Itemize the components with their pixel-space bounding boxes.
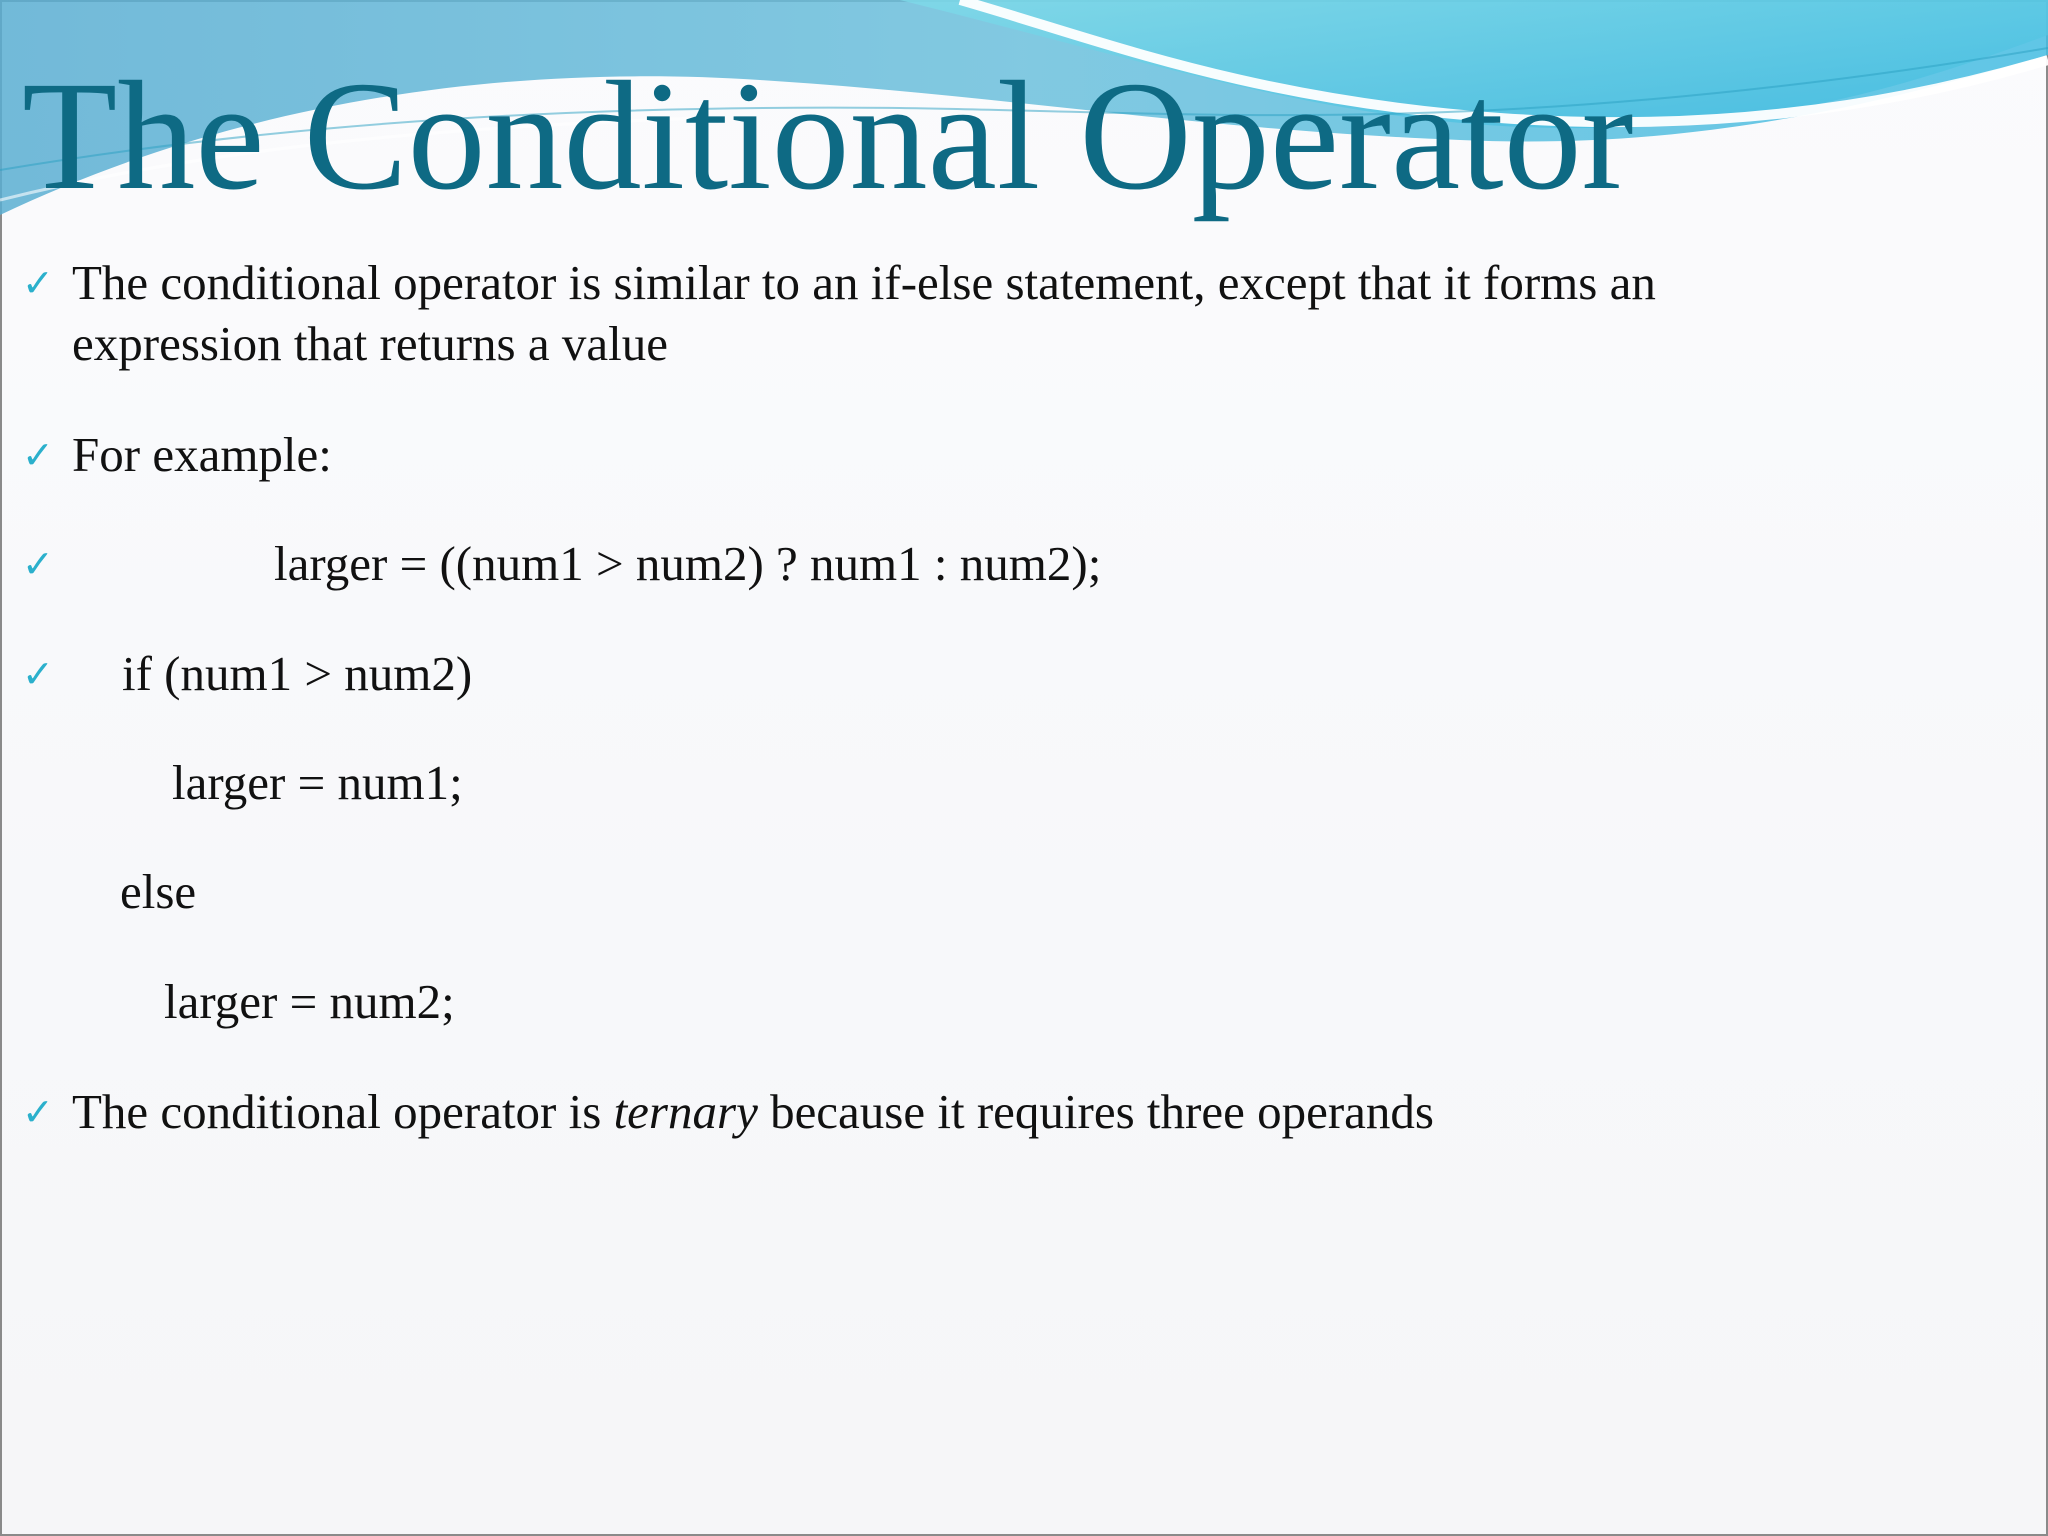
slide-title: The Conditional Operator	[22, 49, 1634, 222]
check-icon: ✓	[22, 652, 54, 696]
code-line: larger = num1;	[172, 755, 463, 810]
bullet-text: For example:	[72, 427, 332, 482]
code-line: if (num1 > num2)	[122, 646, 473, 701]
text-run: The conditional operator is	[72, 1084, 614, 1139]
code-line: larger = num2;	[164, 974, 455, 1029]
check-icon: ✓	[22, 542, 54, 586]
check-icon: ✓	[22, 1090, 54, 1134]
emphasized-term: ternary	[613, 1084, 758, 1139]
bullet-text: expression that returns a value	[72, 316, 668, 371]
text-run: because it requires three operands	[757, 1084, 1434, 1139]
check-icon: ✓	[22, 261, 54, 305]
check-icon: ✓	[22, 433, 54, 477]
code-line: else	[120, 864, 197, 919]
bullet-text: The conditional operator is similar to an if-else statement, except that it forms an	[72, 255, 1656, 310]
code-line: larger = ((num1 > num2) ? num1 : num2);	[274, 536, 1102, 591]
bullet-text	[72, 1081, 1434, 1143]
